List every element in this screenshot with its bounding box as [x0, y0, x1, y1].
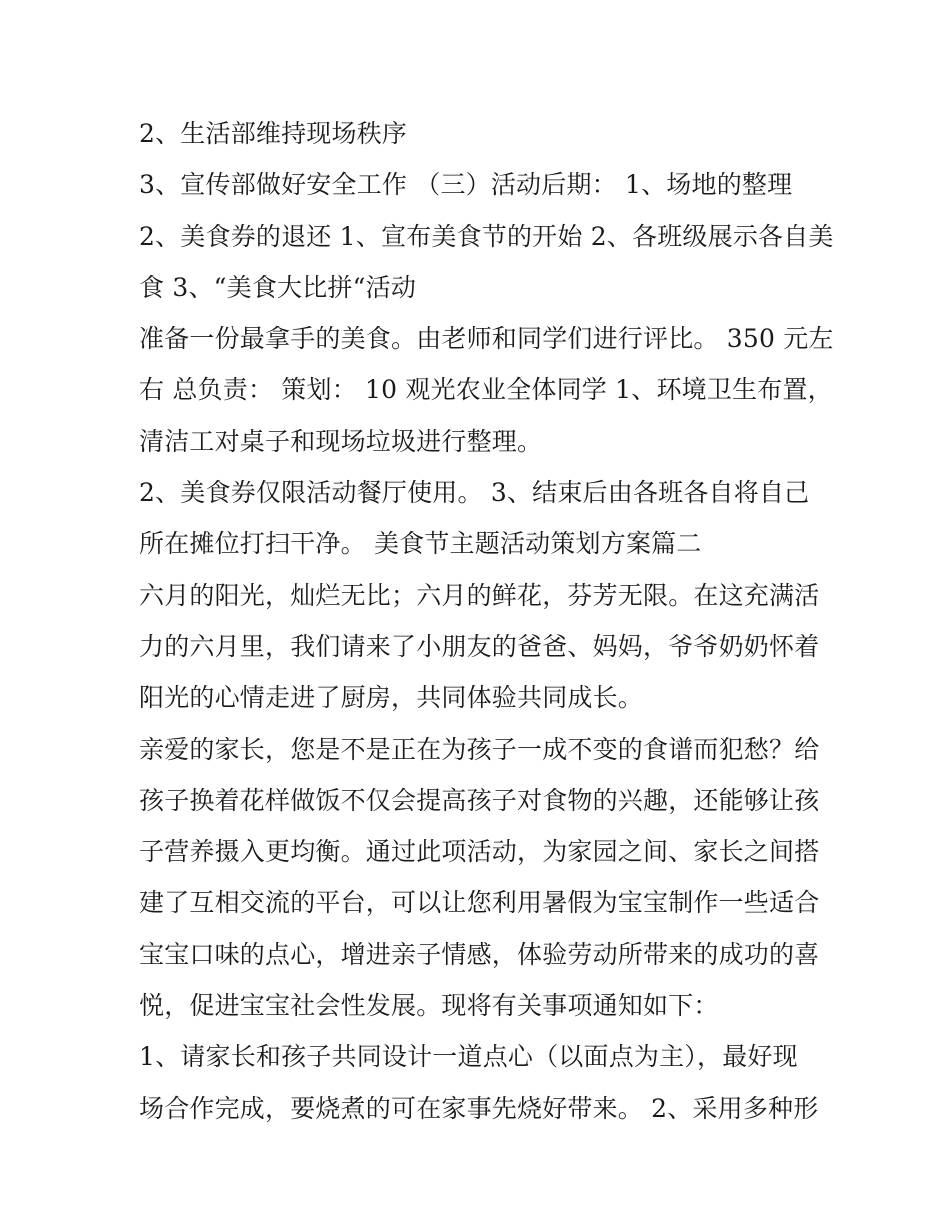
text-line-7: 清洁工对桌子和现场垃圾进行整理。	[139, 426, 543, 456]
text-line-6: 右 总负责： 策划： 10 观光农业全体同学 1、环境卫生布置，	[139, 375, 833, 405]
text-line-19: 1、请家长和孩子共同设计一道点心（以面点为主），最好现	[139, 1042, 798, 1072]
text-line-17: 宝宝口味的点心，增进亲子情感，体验劳动所带来的成功的喜	[139, 939, 820, 969]
text-line-5: 准备一份最拿手的美食。由老师和同学们进行评比。 350 元左	[139, 324, 834, 354]
text-line-10: 六月的阳光，灿烂无比；六月的鲜花，芬芳无限。在这充满活	[139, 580, 820, 610]
text-line-16: 建了互相交流的平台，可以让您利用暑假为宝宝制作一些适合	[139, 888, 820, 918]
text-line-8: 2、美食券仅限活动餐厅使用。 3、结束后由各班各自将自己	[139, 478, 810, 508]
text-line-12: 阳光的心情走进了厨房，共同体验共同成长。	[139, 683, 644, 713]
text-line-18: 悦，促进宝宝社会性发展。现将有关事项通知如下：	[139, 991, 719, 1021]
text-line-14: 孩子换着花样做饭不仅会提高孩子对食物的兴趣，还能够让孩	[139, 785, 820, 815]
text-line-9: 所在摊位打扫干净。 美食节主题活动策划方案篇二	[139, 529, 702, 559]
text-line-4: 食 3、“美食大比拼“活动	[139, 272, 417, 302]
text-line-1: 2、生活部维持现场秩序	[139, 119, 408, 148]
text-line-2: 3、宣传部做好安全工作 （三）活动后期： 1、场地的整理	[139, 170, 793, 200]
text-line-20: 场合作完成，要烧煮的可在家事先烧好带来。 2、采用多种形	[139, 1093, 819, 1123]
text-line-15: 子营养摄入更均衡。通过此项活动，为家园之间、家长之间搭	[139, 837, 820, 867]
document-body	[139, 108, 839, 1134]
text-line-13: 亲爱的家长，您是不是正在为孩子一成不变的食谱而犯愁？给	[139, 734, 820, 764]
text-line-3: 2、美食券的退还 1、宣布美食节的开始 2、各班级展示各自美	[139, 221, 834, 251]
text-line-11: 力的六月里，我们请来了小朋友的爸爸、妈妈，爷爷奶奶怀着	[139, 631, 820, 661]
